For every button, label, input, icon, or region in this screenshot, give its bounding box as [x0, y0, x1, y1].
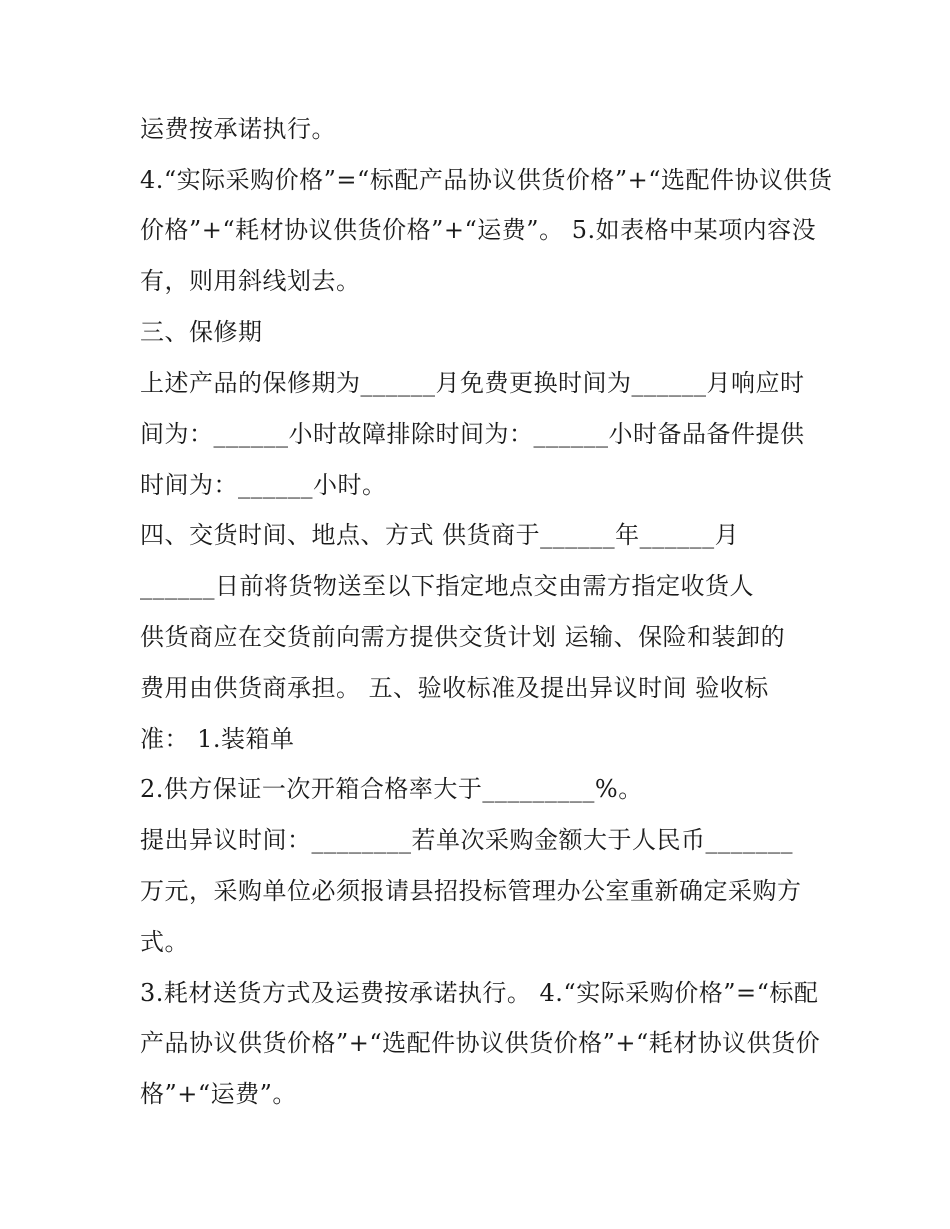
text-line: 四、交货时间、地点、方式 供货商于______年______月 [140, 521, 740, 549]
text-line: 运费按承诺执行。 [140, 115, 336, 143]
text-line: 4.“实际采购价格”=“标配产品协议供货价格”+“选配件协议供货 [140, 166, 833, 194]
text-line: 万元，采购单位必须报请县招投标管理办公室重新确定采购方 [140, 877, 802, 905]
text-line: 提出异议时间：________若单次采购金额大于人民币_______ [140, 826, 793, 854]
text-line: 上述产品的保修期为______月免费更换时间为______月响应时 [140, 369, 805, 397]
text-line: 有，则用斜线划去。 [140, 267, 361, 295]
text-line: 间为：______小时故障排除时间为：______小时备品备件提供 [140, 420, 805, 448]
text-line: 时间为：______小时。 [140, 471, 387, 499]
text-line: 产品协议供货价格”+“选配件协议供货价格”+“耗材协议供货价 [140, 1029, 821, 1057]
text-line: 准： 1.装箱单 [140, 725, 295, 753]
text-line: 格”+“运费”。 [140, 1080, 297, 1108]
text-line: ______日前将货物送至以下指定地点交由需方指定收货人 [140, 572, 754, 600]
text-line: 式。 [140, 928, 189, 956]
text-line: 3.耗材送货方式及运费按承诺执行。 4.“实际采购价格”=“标配 [140, 979, 819, 1007]
text-line: 供货商应在交货前向需方提供交货计划 运输、保险和装卸的 [140, 623, 786, 651]
text-line: 费用由供货商承担。 五、验收标准及提出异议时间 验收标 [140, 674, 769, 702]
text-line: 2.供方保证一次开箱合格率大于_________%。 [140, 775, 643, 803]
section-heading: 三、保修期 [140, 318, 263, 346]
text-line: 价格”+“耗材协议供货价格”+“运费”。 5.如表格中某项内容没 [140, 216, 817, 244]
